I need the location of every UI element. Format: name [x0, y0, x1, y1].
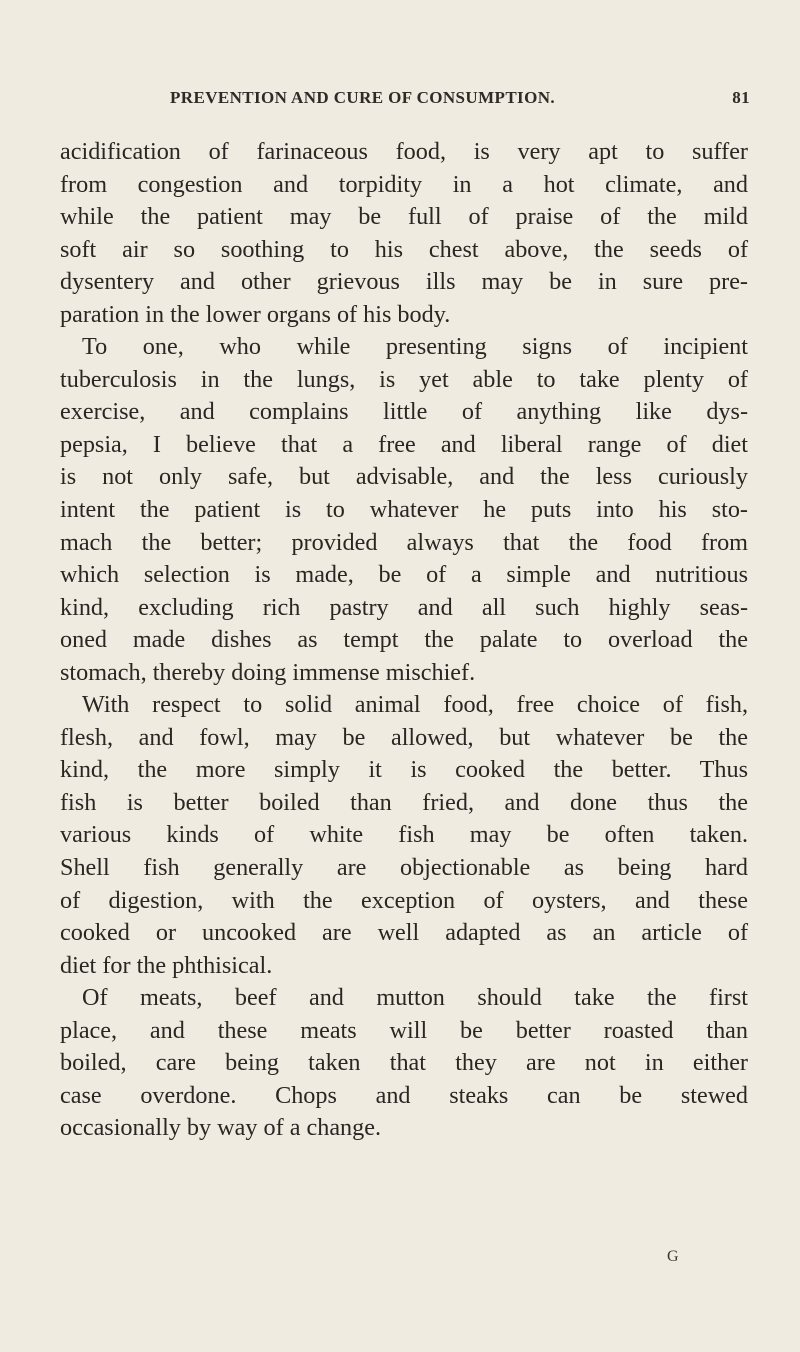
text-line: With respect to solid animal food, free choice of fish, — [82, 691, 748, 719]
text-line: oned made dishes as tempt the palate to overload the — [60, 626, 748, 654]
text-line: Of meats, beef and mutton should take the first — [82, 984, 748, 1012]
text-line: case overdone. Chops and steaks can be stewed — [60, 1081, 748, 1109]
text-line: boiled, care being taken that they are not in either — [60, 1049, 748, 1077]
text-line: To one, who while presenting signs of incipient — [82, 333, 748, 361]
text-line: various kinds of white fish may be often taken. — [60, 821, 748, 849]
body-text — [60, 136, 748, 1145]
text-line: Shell fish generally are objectionable as being hard — [60, 854, 748, 882]
text-line: is not only safe, but advisable, and the less curiously — [60, 463, 748, 491]
text-line: of digestion, with the exception of oysters, and these — [60, 886, 748, 914]
page-number: 81 — [732, 88, 750, 107]
text-line: from congestion and torpidity in a hot climate, and — [60, 170, 748, 198]
text-line: acidification of farinaceous food, is very apt to suffer — [60, 138, 748, 165]
text-line: intent the patient is to whatever he puts into his sto- — [60, 496, 748, 524]
text-line: dysentery and other grievous ills may be in sure pre- — [60, 268, 748, 296]
text-line: which selection is made, be of a simple and nutritious — [60, 561, 748, 589]
running-title: PREVENTION AND CURE OF CONSUMPTION. — [170, 88, 556, 107]
text-line: fish is better boiled than fried, and done thus the — [60, 788, 748, 816]
text-line: diet for the phthisical. — [60, 951, 273, 979]
text-line: kind, the more simply it is cooked the better. Thus — [60, 756, 748, 784]
text-line: flesh, and fowl, may be allowed, but whatever be the — [60, 723, 748, 751]
text-line: soft air so soothing to his chest above, the seeds of — [60, 235, 748, 263]
text-line: tuberculosis in the lungs, is yet able to take plenty of — [60, 365, 748, 393]
text-line: mach the better; provided always that the food from — [60, 528, 748, 556]
text-line: place, and these meats will be better roasted than — [60, 1016, 748, 1044]
text-line: exercise, and complains little of anything like dys- — [60, 398, 748, 426]
text-line: paration in the lower organs of his body. — [60, 300, 451, 328]
running-head — [170, 88, 750, 112]
signature-mark: G — [667, 1248, 679, 1265]
text-line: kind, excluding rich pastry and all such highly seas- — [60, 593, 748, 621]
text-line: cooked or uncooked are well adapted as an article of — [60, 919, 748, 947]
text-line: pepsia, I believe that a free and liberal range of diet — [60, 430, 748, 458]
text-line: stomach, thereby doing immense mischief. — [60, 658, 476, 686]
text-line: while the patient may be full of praise of the mild — [60, 203, 748, 231]
text-line: occasionally by way of a change. — [60, 1114, 382, 1142]
